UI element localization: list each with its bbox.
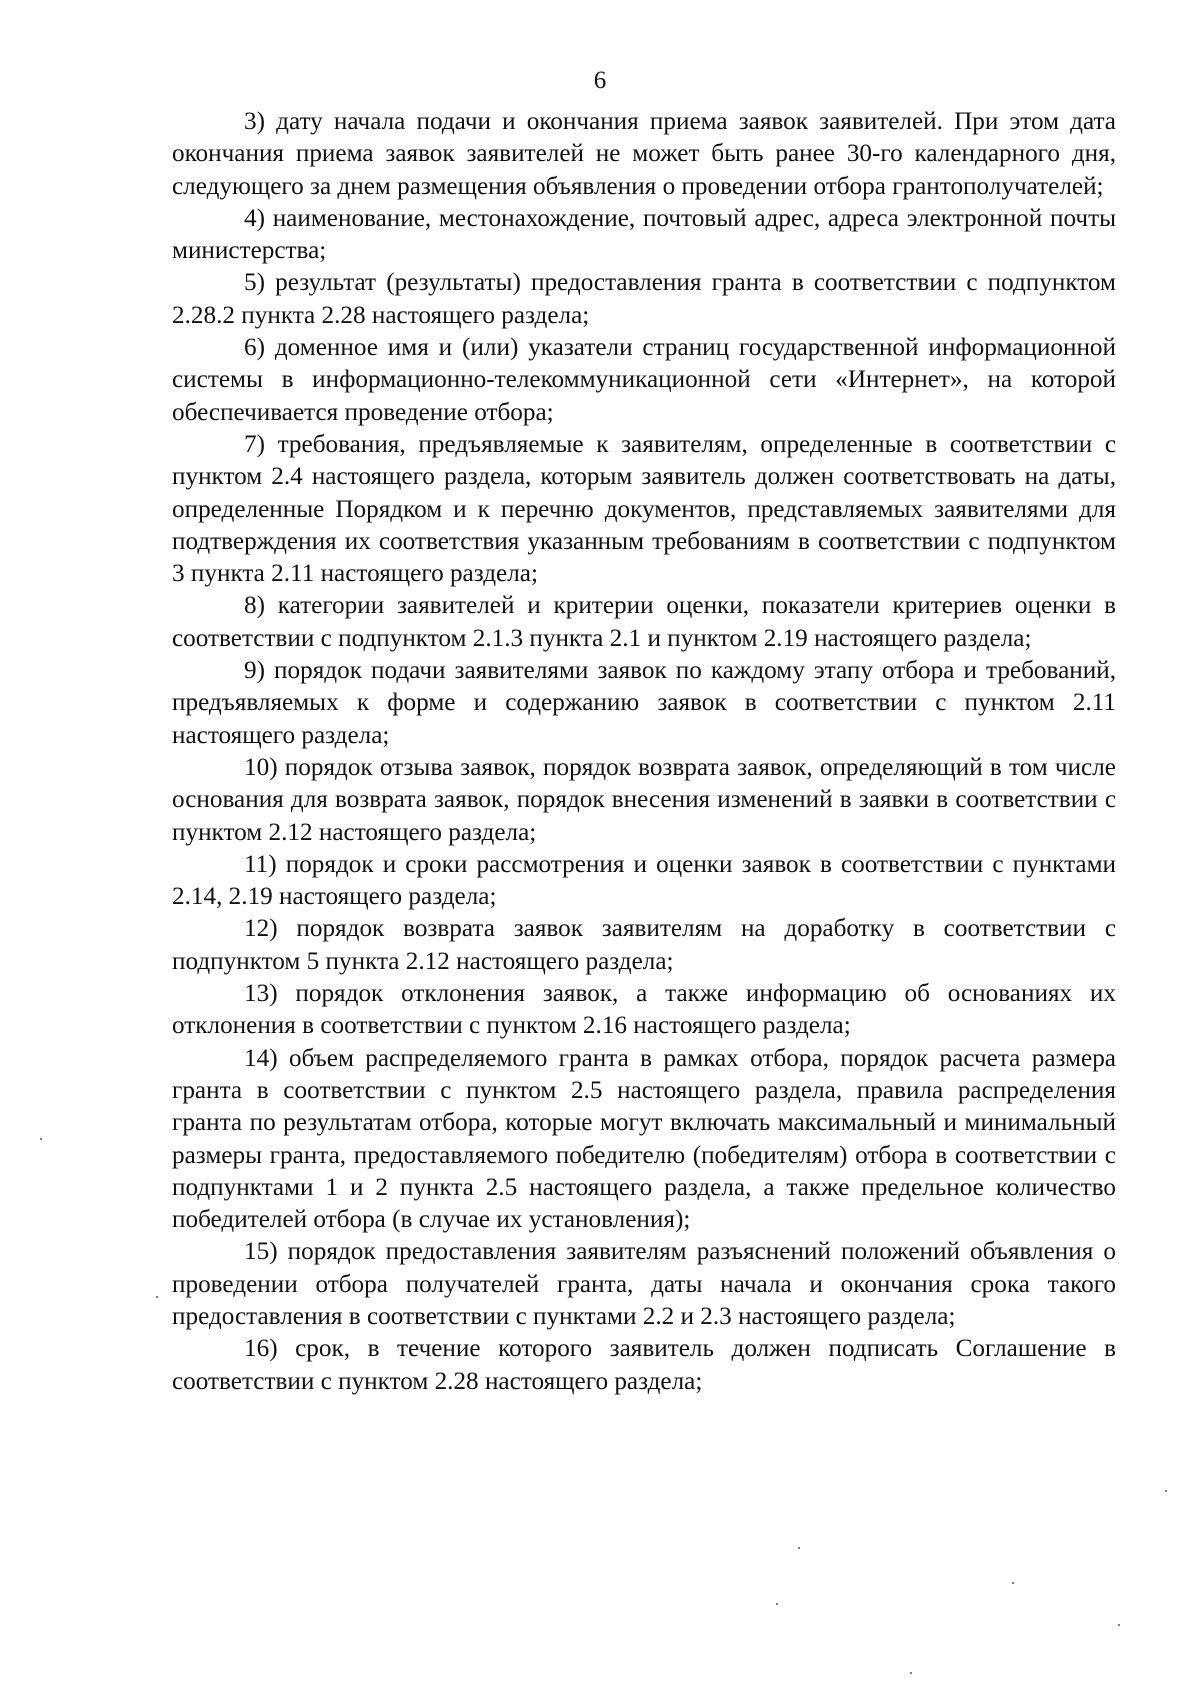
scan-speck — [1165, 1490, 1167, 1492]
list-item-4: 4) наименование, местонахождение, почтовый адрес, адреса электронной почты министерства; — [172, 204, 1116, 265]
list-item-8: 8) категории заявителей и критерии оценки, показатели критериев оценки в соответствии с подпунктом 2.1.3 пункта 2.1 и пунктом 2.19 настоящего раздела; — [172, 592, 1116, 652]
list-item-14: 14) объем распределяемого гранта в рамках отбора, порядок расчета размера гранта в соответствии с пунктом 2.5 настоящего раздела, правила распределения гранта по результатам отбора, которые могут включать максимальный и минимальный размеры гранта, предоставляемого победителю (победителям) отбора в соответствии с подпунктами 1 и 2 пункта 2.5 настоящего раздела, а также предельное количество победителей отбора (в случае их установления); — [172, 1044, 1116, 1234]
list-item-5: 5) результат (результаты) предоставления гранта в соответствии с подпунктом 2.28.2 пункта 2.28 настоящего раздела; — [172, 269, 1116, 329]
list-item-12: 12) порядок возврата заявок заявителям на доработку в соответствии с подпунктом 5 пункта 2.12 настоящего раздела; — [172, 915, 1116, 975]
scan-speck — [1118, 1624, 1120, 1626]
list-item-10: 10) порядок отзыва заявок, порядок возврата заявок, определяющий в том числе основания для возврата заявок, порядок внесения изменений в заявки в соответствии с пунктом 2.12 настоящего раздела; — [172, 753, 1116, 846]
scan-speck — [40, 1138, 42, 1140]
list-item-11: 11) порядок и сроки рассмотрения и оценки заявок в соответствии с пунктами 2.14, 2.19 настоящего раздела; — [172, 850, 1116, 911]
list-item-15: 15) порядок предоставления заявителям разъяснений положений объявления о проведении отбора получателей гранта, даты начала и окончания срока такого предоставления в соответствии с пунктами 2.2 и 2.3 настоящего раздела; — [172, 1238, 1116, 1330]
list-item-6: 6) доменное имя и (или) указатели страниц государственной информационной системы в информационно-телекоммуникационной сети «Интернет», на которой обеспечивается проведение отбора; — [172, 334, 1116, 426]
scan-speck — [1012, 1582, 1014, 1584]
list-item-3: 3) дату начала подачи и окончания приема заявок заявителей. При этом дата окончания приема заявок заявителей не может быть ранее 30-го календарного дня, следующего за днем размещения объявления о проведении отбора грантополучателей; — [172, 108, 1116, 200]
scan-speck — [156, 1296, 158, 1298]
list-item-9: 9) порядок подачи заявителями заявок по каждому этапу отбора и требований, предъявляемых к форме и содержанию заявок в соответствии с пунктом 2.11 настоящего раздела; — [172, 657, 1116, 749]
scan-speck — [776, 1603, 778, 1605]
scan-speck — [910, 1672, 912, 1674]
scan-speck — [798, 1547, 800, 1549]
page-number: 6 — [593, 67, 607, 94]
list-item-13: 13) порядок отклонения заявок, а также информацию об основаниях их отклонения в соответствии с пунктом 2.16 настоящего раздела; — [172, 980, 1116, 1040]
list-item-16: 16) срок, в течение которого заявитель должен подписать Соглашение в соответствии с пунктом 2.28 настоящего раздела; — [172, 1335, 1116, 1395]
list-item-7: 7) требования, предъявляемые к заявителям, определенные в соответствии с пунктом 2.4 настоящего раздела, которым заявитель должен соответствовать на даты, определенные Порядком и к перечню документов, представляемых заявителями для подтверждения их соответствия указанным требованиям в соответствии с подпунктом 3 пункта 2.11 настоящего раздела; — [172, 430, 1116, 588]
body-text — [172, 106, 1116, 1398]
